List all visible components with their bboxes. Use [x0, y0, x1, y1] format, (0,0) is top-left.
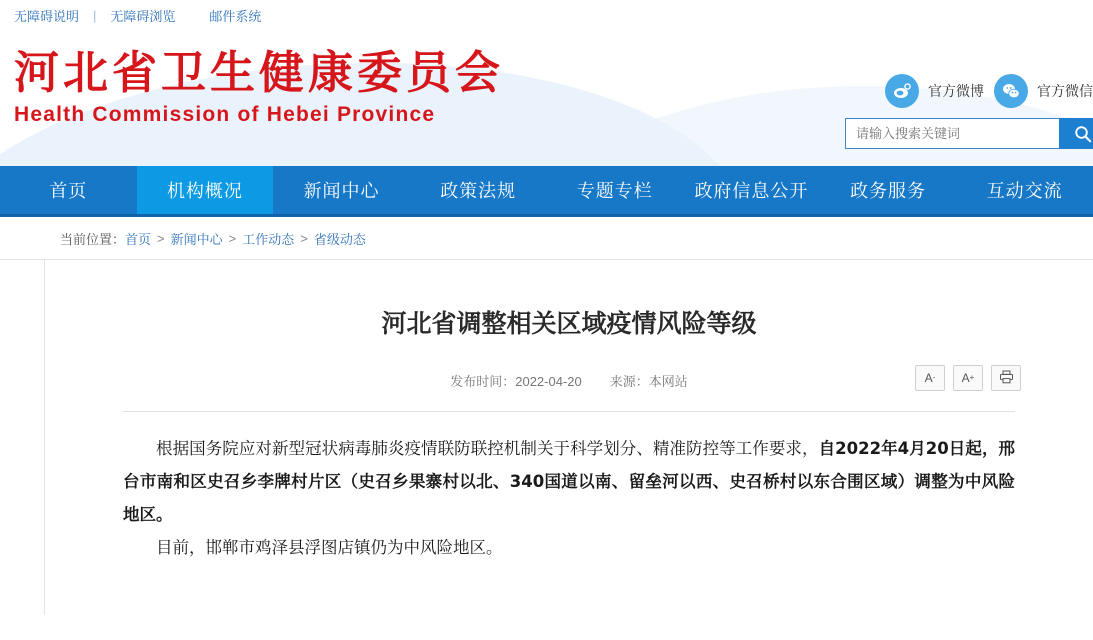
- font-decrease-label: A: [924, 371, 933, 385]
- article-source-label: 来源：: [609, 373, 649, 389]
- publish-time-label: 发布时间：: [450, 373, 516, 389]
- social-weibo-label: 官方微博: [928, 83, 984, 99]
- breadcrumb-bar: [0, 217, 1093, 260]
- publish-time: [450, 371, 582, 390]
- article-source-value: 本网站: [648, 373, 688, 389]
- social-wechat[interactable]: [994, 74, 1093, 108]
- search-box: [845, 118, 1093, 149]
- nav-item-news[interactable]: 新闻中心: [303, 181, 380, 201]
- nav-item-gov-info[interactable]: 政府信息公开: [694, 181, 809, 201]
- page-title: 河北省调整相关区域疫情风险等级: [381, 309, 757, 338]
- breadcrumb-item-provincial-trends[interactable]: 省级动态: [313, 231, 366, 247]
- paragraph-1-bold: 自2022年4月20日起，邢台市南和区史召乡李牌村片区（史召乡果寨村以北、340国道以南、留垒河以西、史召桥村以东合围区域）调整为中风险地区。: [123, 439, 1016, 524]
- accessibility-topbar: [0, 0, 1093, 30]
- article-paragraph-1: [123, 432, 1015, 531]
- social-links: [885, 74, 1093, 108]
- article-divider: [123, 411, 1015, 412]
- breadcrumb: [60, 217, 1093, 259]
- main-nav: [0, 166, 1093, 214]
- site-title-en: Health Commission of Hebei Province: [14, 103, 436, 127]
- breadcrumb-arrow-2: >: [228, 230, 237, 246]
- site-logo[interactable]: [14, 46, 504, 127]
- nav-item-home[interactable]: 首页: [49, 181, 88, 201]
- font-increase-button[interactable]: [953, 365, 983, 391]
- breadcrumb-item-work-trends[interactable]: 工作动态: [242, 231, 295, 247]
- site-header: [0, 30, 1093, 166]
- search-input[interactable]: [845, 118, 1059, 149]
- font-decrease-sup: -: [932, 373, 936, 382]
- search-icon: [1073, 124, 1093, 144]
- nav-item-interaction[interactable]: 互动交流: [986, 181, 1063, 201]
- search-button[interactable]: [1059, 118, 1093, 149]
- nav-item-special[interactable]: 专题专栏: [576, 181, 653, 201]
- wechat-icon: [994, 74, 1028, 108]
- nav-item-gov-service[interactable]: 政务服务: [850, 181, 927, 201]
- article-body: [123, 432, 1015, 564]
- left-rail: [0, 260, 45, 615]
- font-increase-sup: +: [969, 373, 975, 382]
- topbar-link-mail-system[interactable]: 邮件系统: [209, 8, 262, 24]
- print-button[interactable]: [991, 365, 1021, 391]
- social-weibo[interactable]: [885, 74, 984, 108]
- publish-time-value: 2022-04-20: [515, 373, 582, 389]
- nav-item-policy[interactable]: 政策法规: [440, 181, 517, 201]
- breadcrumb-item-home[interactable]: 首页: [125, 231, 152, 247]
- breadcrumb-item-news[interactable]: 新闻中心: [170, 231, 223, 247]
- article-meta: [123, 367, 1015, 393]
- breadcrumb-arrow-1: >: [157, 230, 165, 246]
- printer-icon: [999, 370, 1014, 386]
- article-source: [610, 371, 688, 390]
- paragraph-1-normal: 根据国务院应对新型冠状病毒肺炎疫情联防联控机制关于科学划分、精准防控等工作要求，: [156, 439, 819, 458]
- nav-item-organization[interactable]: 机构概况: [137, 166, 274, 214]
- article-paragraph-2: 目前，邯郸市鸡泽县浮图店镇仍为中风险地区。: [156, 538, 503, 557]
- topbar-link-accessibility-browse[interactable]: 无障碍浏览: [110, 8, 176, 24]
- social-wechat-label: 官方微信: [1037, 83, 1093, 99]
- article-tools: [915, 365, 1021, 391]
- breadcrumb-arrow-3: >: [300, 230, 308, 246]
- weibo-icon: [885, 74, 919, 108]
- font-decrease-button[interactable]: [915, 365, 945, 391]
- font-increase-label: A: [961, 371, 970, 385]
- breadcrumb-prefix: 当前位置：: [60, 231, 126, 247]
- site-title-cn: 河北省卫生健康委员会: [14, 46, 505, 99]
- topbar-separator: |: [93, 7, 97, 23]
- topbar-link-accessibility-desc[interactable]: 无障碍说明: [14, 8, 80, 24]
- content-area: [0, 260, 1093, 615]
- article: [45, 260, 1093, 615]
